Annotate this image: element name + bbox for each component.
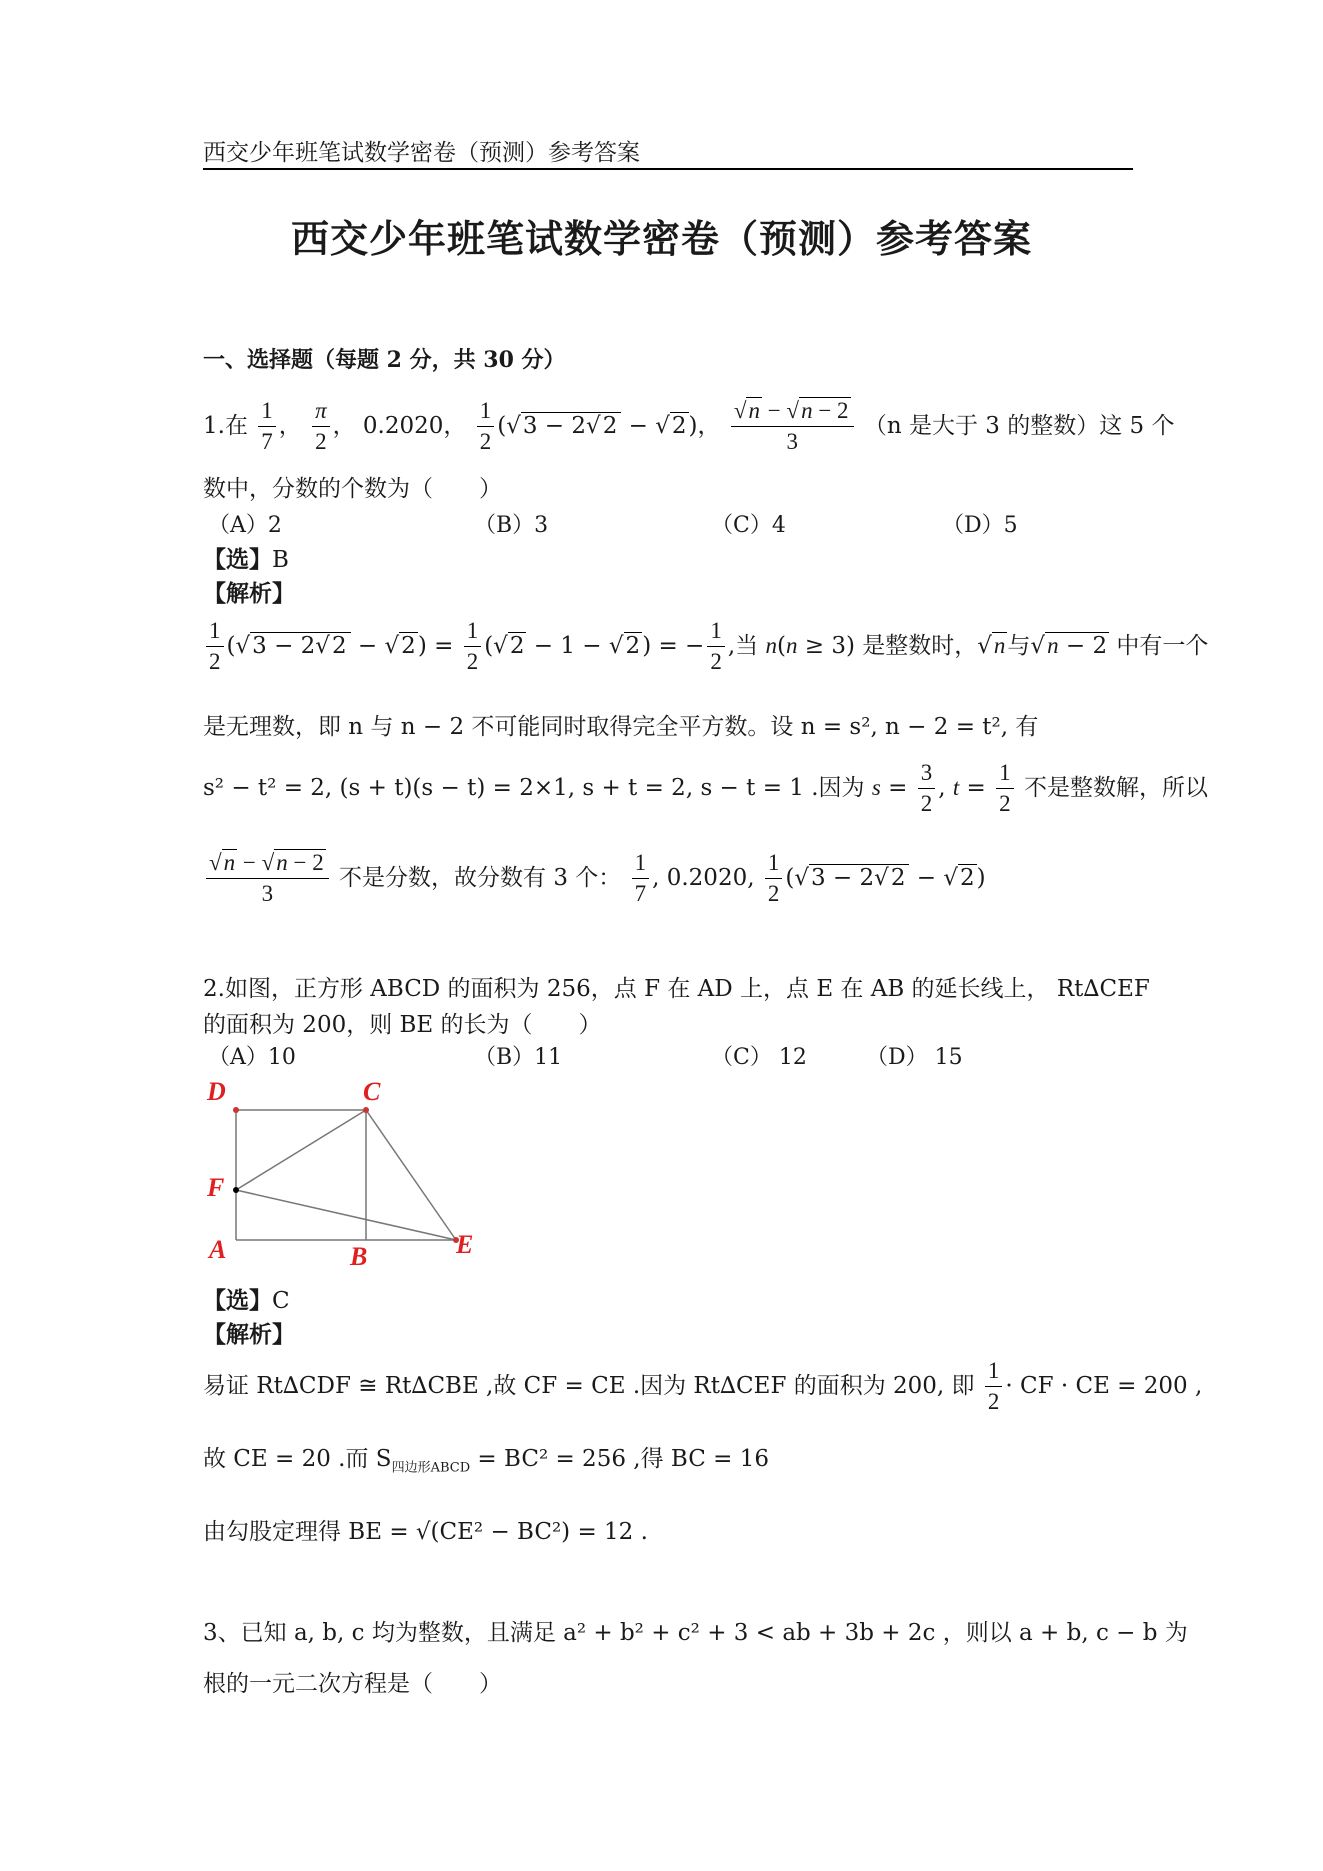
q1-sol-line1-text: 是整数时，: [862, 632, 978, 659]
q2-sol-line1-tail: · CF · CE = 200 ,: [1005, 1372, 1203, 1399]
q1-sol-line4-text: 不是分数，故分数有 3 个：: [339, 864, 622, 891]
q2-line2: 的面积为 200，则 BE 的长为（ ）: [203, 1012, 602, 1038]
page-title: 西交少年班笔试数学密卷（预测）参考答案: [290, 216, 1032, 261]
q2-sol-line3: 由勾股定理得 BE = √(CE² − BC²) = 12 .: [203, 1519, 648, 1545]
section-title: 一、选择题（每题 2 分，共 30 分）: [203, 347, 566, 373]
q2-sol-line1: 易证 Rt∆CDF ≅ Rt∆CBE ,故 CF = CE .因为 Rt∆CEF 的面积为 200, 即 $\frac{1}{2}$ · CF · CE = 200 ,: [203, 1358, 1203, 1415]
q1-line1: 1.在 $\frac{1}{7}$ ， $\frac{\pi}{2}$ ， 0.2020， $\frac{1}{2}$ (√3 − 2√2 − √2)， $\frac{√n - √n - 2}{3}$ （n 是大于 3 的整数）这 5 个: [203, 398, 1175, 455]
edge-fc: [236, 1110, 366, 1190]
point-d: [233, 1107, 239, 1113]
q2-sol-line2-sub: 四边形ABCD: [391, 1460, 471, 1476]
q1-choice-c: （C）4: [711, 513, 786, 538]
q1-sol-line3-text: s² − t² = 2, (s + t)(s − t) = 2×1, s + t = 2, s − t = 1 .因为: [203, 774, 865, 801]
frac-pi-2: $\frac{\pi}{2}$: [312, 398, 330, 456]
answer-tag: 【选】: [203, 1287, 272, 1314]
answer-value: C: [272, 1288, 290, 1314]
edge-fe: [236, 1190, 456, 1240]
q1-sol-line1-tail: 中有一个: [1116, 632, 1209, 659]
q2-sol-line2-tail: = BC² = 256 ,得 BC = 16: [470, 1446, 769, 1472]
q3-line1: 3、已知 a, b, c 均为整数，且满足 a² + b² + c² + 3 < ab + 3b + 2c ，则以 a + b, c − b 为: [203, 1620, 1188, 1646]
point-c: [363, 1107, 369, 1113]
label-d: D: [207, 1077, 226, 1106]
label-a: A: [209, 1235, 227, 1264]
frac-1-7: $\frac{1}{7}$: [258, 398, 276, 456]
q1-choice-d: （D）5: [942, 513, 1018, 538]
q2-sol-line2-text: 故 CE = 20 .而 S: [203, 1446, 392, 1472]
label-f: F: [207, 1173, 225, 1202]
q2-choice-b: （B）11: [474, 1045, 563, 1070]
q2-answer: [203, 1282, 290, 1315]
q2-choice-d: （D） 15: [866, 1045, 963, 1070]
q2-choice-c: （C） 12: [711, 1045, 807, 1070]
q1-prefix: 1.在: [203, 412, 248, 439]
frac-half: $\frac{1}{2}$: [477, 398, 495, 456]
frac-sqrt-n: $\frac{√n - √n - 2}{3}$: [731, 398, 854, 456]
q1-line2: 数中，分数的个数为（ ）: [203, 476, 502, 502]
q3-line2: 根的一元二次方程是（ ）: [203, 1671, 502, 1697]
q1-sol-line4: $\frac{√n - √n - 2}{3}$ 不是分数，故分数有 3 个： $\frac{1}{7}$ , 0.2020, $\frac{1}{2}$ (√3 − 2√2 − √2): [203, 850, 986, 908]
label-e: E: [456, 1230, 474, 1259]
point-f: [233, 1187, 239, 1193]
q2-analysis-tag: 【解析】: [203, 1321, 295, 1348]
q1-sol-line3: s² − t² = 2, (s + t)(s − t) = 2×1, s + t = 2, s − t = 1 .因为 s = $\frac{3}{2}$ , t = $\frac{1}{2}$ 不是整数解，所以: [203, 760, 1208, 817]
header-rule: [203, 168, 1133, 170]
q1-analysis-tag: 【解析】: [203, 580, 295, 607]
q1-choice-a: （A）2: [208, 513, 282, 538]
q1-sol-line3-tail: 不是整数解，所以: [1023, 774, 1208, 801]
q1-sol-line1: $\frac{1}{2}$ (√3 − 2√2 − √2) = $\frac{1}{2}$ (√2 − 1 − √2) = − $\frac{1}{2}$ ,当 n(n ≥ 3) 是整数时，√n与√n − 2 中有一个: [203, 618, 1208, 676]
q2-sol-line1-text: 易证 Rt∆CDF ≅ Rt∆CBE ,故 CF = CE .因为 Rt∆CEF 的面积为 200, 即: [203, 1372, 975, 1399]
answer-tag: 【选】: [203, 546, 272, 573]
label-c: C: [363, 1077, 381, 1106]
running-header: 西交少年班笔试数学密卷（预测）参考答案: [203, 140, 640, 166]
q1-n-note: （n 是大于 3 的整数）这 5 个: [863, 412, 1175, 439]
q1-sol-line2: 是无理数，即 n 与 n − 2 不可能同时取得完全平方数。设 n = s², n − 2 = t², 有: [203, 714, 1039, 740]
q1-choice-b: （B）3: [474, 513, 549, 538]
edge-ce: [366, 1110, 456, 1240]
label-b: B: [350, 1242, 368, 1271]
q2-choice-a: （A）10: [208, 1045, 296, 1070]
q1-answer: [203, 541, 289, 574]
answer-value: B: [272, 547, 289, 573]
q2-line1: 2.如图，正方形 ABCD 的面积为 256，点 F 在 AD 上，点 E 在 AB 的延长线上， Rt∆CEF: [203, 976, 1150, 1002]
q2-sol-line2: [203, 1440, 769, 1476]
